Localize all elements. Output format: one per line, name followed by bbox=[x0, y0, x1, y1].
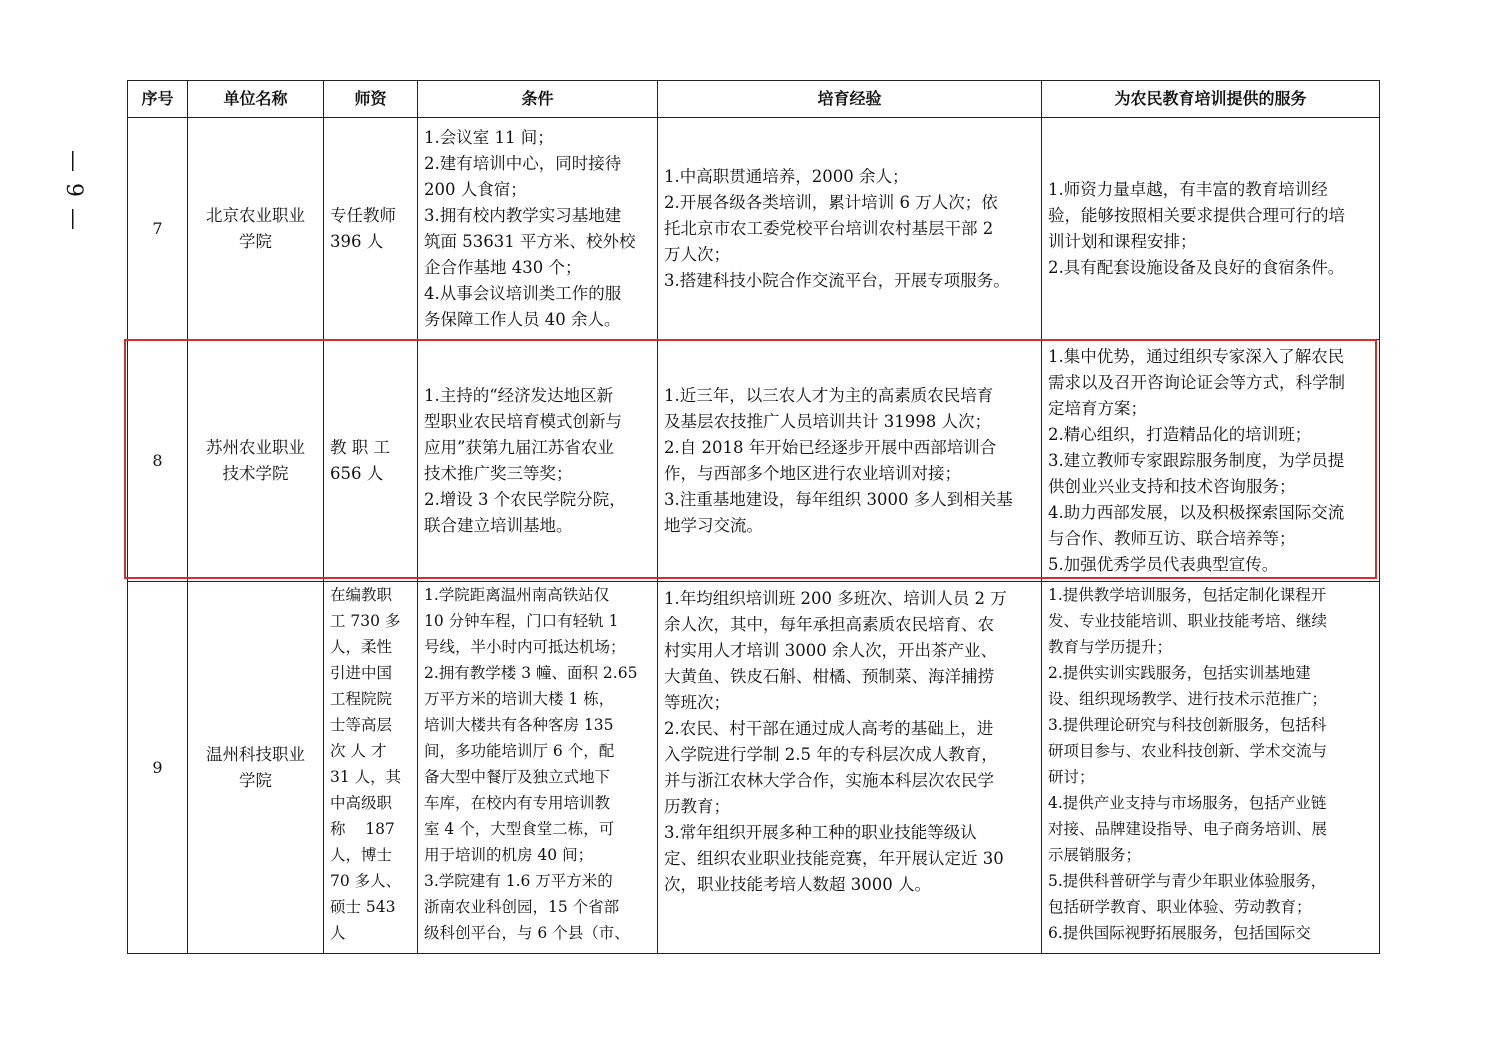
header-experience: 培育经验 bbox=[658, 81, 1042, 118]
faculty-line: 工 730 多 bbox=[330, 612, 401, 630]
services-line: 1.师资力量卓越，有丰富的教育培训经 bbox=[1048, 179, 1328, 199]
institution-table bbox=[127, 80, 1380, 954]
header-conditions: 条件 bbox=[418, 81, 658, 118]
row-conditions bbox=[418, 340, 658, 582]
faculty-line: 70 多人、 bbox=[330, 872, 402, 890]
faculty-line: 31 人，其 bbox=[330, 768, 402, 786]
services-line: 5.提供科普研学与青少年职业体验服务， bbox=[1048, 872, 1327, 890]
conditions-line: 备大型中餐厅及独立式地下 bbox=[424, 768, 611, 786]
experience-line: 及基层农技推广人员培训共计 31998 人次； bbox=[664, 411, 991, 431]
row-services bbox=[1042, 582, 1380, 954]
header-unit: 单位名称 bbox=[188, 81, 324, 118]
conditions-line: 用于培训的机房 40 间； bbox=[424, 846, 594, 864]
conditions-line: 3.学院建有 1.6 万平方米的 bbox=[424, 872, 613, 890]
experience-line: 次，职业技能考培人数超 3000 人。 bbox=[664, 875, 931, 894]
services-line: 2.提供实训实践服务，包括实训基地建 bbox=[1048, 664, 1311, 682]
faculty-line: 656 人 bbox=[330, 463, 384, 483]
row-unit bbox=[188, 340, 324, 582]
experience-line: 托北京市农工委党校平台培训农村基层干部 2 bbox=[664, 218, 994, 238]
table-row bbox=[128, 340, 1380, 582]
faculty-line: 396 人 bbox=[330, 231, 384, 251]
conditions-line: 车库，在校内有专用培训教 bbox=[424, 794, 611, 812]
conditions-line: 3.拥有校内教学实习基地建 bbox=[424, 205, 622, 225]
header-seq: 序号 bbox=[128, 81, 188, 118]
conditions-line: 1.学院距离温州南高铁站仅 bbox=[424, 586, 610, 604]
services-line: 2.精心组织，打造精品化的培训班； bbox=[1048, 424, 1312, 444]
services-line: 3.建立教师专家跟踪服务制度，为学员提 bbox=[1048, 450, 1345, 470]
header-faculty: 师资 bbox=[324, 81, 418, 118]
services-line: 供创业兴业支持和技术咨询服务； bbox=[1048, 476, 1296, 496]
conditions-line: 2.增设 3 个农民学院分院， bbox=[424, 489, 626, 509]
experience-line: 1.近三年，以三农人才为主的高素质农民培育 bbox=[664, 385, 994, 405]
services-line: 4.助力西部发展，以及积极探索国际交流 bbox=[1048, 502, 1345, 522]
experience-line: 历教育； bbox=[664, 797, 730, 816]
row-seq: 8 bbox=[128, 340, 188, 582]
conditions-line: 10 分钟车程，门口有轻轨 1 bbox=[424, 612, 619, 630]
table-row bbox=[128, 118, 1380, 340]
faculty-line: 工程院院 bbox=[330, 690, 393, 708]
services-line: 定培育方案； bbox=[1048, 398, 1147, 418]
services-line: 研项目参与、农业科技创新、学术交流与 bbox=[1048, 742, 1328, 760]
conditions-line: 2.建有培训中心，同时接待 bbox=[424, 153, 622, 173]
services-line: 5.加强优秀学员代表典型宣传。 bbox=[1048, 554, 1279, 574]
experience-line: 万人次； bbox=[664, 244, 730, 264]
experience-line: 大黄鱼、铁皮石斛、柑橘、预制菜、海洋捕捞 bbox=[664, 667, 994, 686]
faculty-line: 教 职 工 bbox=[330, 437, 390, 457]
row-unit bbox=[188, 582, 324, 954]
row-experience bbox=[658, 340, 1042, 582]
experience-line: 并与浙江农林大学合作，实施本科层次农民学 bbox=[664, 771, 994, 790]
faculty-line: 引进中国 bbox=[330, 664, 393, 682]
row-faculty bbox=[324, 582, 418, 954]
unit-line: 学院 bbox=[239, 770, 272, 790]
services-line: 教育与学历提升； bbox=[1048, 638, 1173, 656]
conditions-line: 2.拥有教学楼 3 幢、面积 2.65 bbox=[424, 664, 638, 682]
conditions-line: 万平方米的培训大楼 1 栋， bbox=[424, 690, 615, 708]
services-line: 3.提供理论研究与科技创新服务，包括科 bbox=[1048, 716, 1327, 734]
services-line: 发、专业技能培训、职业技能考培、继续 bbox=[1048, 612, 1328, 630]
experience-line: 2.自 2018 年开始已经逐步开展中西部培训合 bbox=[664, 437, 997, 457]
table-header-row bbox=[128, 81, 1380, 118]
experience-line: 1.中高职贯通培养，2000 余人； bbox=[664, 166, 909, 186]
conditions-line: 应用”获第九届江苏省农业 bbox=[424, 437, 614, 457]
conditions-line: 200 人食宿； bbox=[424, 179, 527, 199]
faculty-line: 硕士 543 bbox=[330, 898, 396, 916]
services-line: 研讨； bbox=[1048, 768, 1095, 786]
conditions-line: 号线，半小时内可抵达机场； bbox=[424, 638, 626, 656]
experience-line: 3.注重基地建设，每年组织 3000 多人到相关基 bbox=[664, 489, 1013, 509]
conditions-line: 级科创平台，与 6 个县（市、 bbox=[424, 924, 630, 942]
conditions-line: 技术推广奖三等奖； bbox=[424, 463, 573, 483]
experience-line: 村实用人才培训 3000 余人次，开出茶产业、 bbox=[664, 641, 997, 660]
unit-line: 苏州农业职业 bbox=[206, 437, 305, 457]
conditions-line: 筑面 53631 平方米、校外校 bbox=[424, 231, 636, 251]
experience-line: 地学习交流。 bbox=[664, 515, 763, 535]
experience-line: 定、组织农业职业技能竞赛，年开展认定近 30 bbox=[664, 849, 1004, 868]
faculty-line: 人，柔性 bbox=[330, 638, 393, 656]
conditions-line: 培训大楼共有各种客房 135 bbox=[424, 716, 614, 734]
row-seq: 9 bbox=[128, 582, 188, 954]
row-services bbox=[1042, 118, 1380, 340]
services-line: 训计划和课程安排； bbox=[1048, 231, 1197, 251]
faculty-line: 人 bbox=[330, 924, 346, 942]
services-line: 包括研学教育、职业体验、劳动教育； bbox=[1048, 898, 1312, 916]
faculty-line: 次 人 才 bbox=[330, 742, 387, 760]
row-unit bbox=[188, 118, 324, 340]
unit-line: 温州科技职业 bbox=[206, 744, 305, 764]
row-seq: 7 bbox=[128, 118, 188, 340]
conditions-line: 1.主持的“经济发达地区新 bbox=[424, 385, 614, 405]
conditions-line: 企合作基地 430 个； bbox=[424, 257, 582, 277]
conditions-line: 1.会议室 11 间； bbox=[424, 127, 554, 147]
conditions-line: 浙南农业科创园，15 个省部 bbox=[424, 898, 620, 916]
conditions-line: 联合建立培训基地。 bbox=[424, 515, 573, 535]
experience-line: 等班次； bbox=[664, 693, 730, 712]
services-line: 示展销服务； bbox=[1048, 846, 1142, 864]
row-experience bbox=[658, 118, 1042, 340]
services-line: 1.集中优势，通过组织专家深入了解农民 bbox=[1048, 346, 1345, 366]
services-line: 4.提供产业支持与市场服务，包括产业链 bbox=[1048, 794, 1327, 812]
services-line: 需求以及召开咨询论证会等方式，科学制 bbox=[1048, 372, 1345, 392]
conditions-line: 间，多功能培训厅 6 个，配 bbox=[424, 742, 615, 760]
experience-line: 3.搭建科技小院合作交流平台，开展专项服务。 bbox=[664, 270, 1010, 290]
conditions-line: 室 4 个，大型食堂二栋，可 bbox=[424, 820, 615, 838]
row-faculty bbox=[324, 340, 418, 582]
unit-line: 北京农业职业 bbox=[206, 205, 305, 225]
unit-line: 技术学院 bbox=[222, 463, 289, 483]
services-line: 1.提供教学培训服务，包括定制化课程开 bbox=[1048, 586, 1327, 604]
row-services bbox=[1042, 340, 1380, 582]
faculty-line: 在编教职 bbox=[330, 586, 393, 604]
row-experience bbox=[658, 582, 1042, 954]
conditions-line: 型职业农民培育模式创新与 bbox=[424, 411, 622, 431]
services-line: 设、组织现场教学、进行技术示范推广； bbox=[1048, 690, 1328, 708]
faculty-line: 中高级职 bbox=[330, 794, 393, 812]
table-row bbox=[128, 582, 1380, 954]
unit-line: 学院 bbox=[239, 231, 272, 251]
experience-line: 2.农民、村干部在通过成人高考的基础上，进 bbox=[664, 719, 994, 738]
faculty-line: 人，博士 bbox=[330, 846, 393, 864]
conditions-line: 4.从事会议培训类工作的服 bbox=[424, 283, 622, 303]
services-line: 对接、品牌建设指导、电子商务培训、展 bbox=[1048, 820, 1328, 838]
experience-line: 作，与西部多个地区进行农业培训对接； bbox=[664, 463, 961, 483]
experience-line: 2.开展各级各类培训，累计培训 6 万人次；依 bbox=[664, 192, 998, 212]
experience-line: 余人次，其中，每年承担高素质农民培育、农 bbox=[664, 615, 994, 634]
page-number: — 9 — bbox=[61, 150, 86, 232]
row-conditions bbox=[418, 118, 658, 340]
services-line: 验，能够按照相关要求提供合理可行的培 bbox=[1048, 205, 1345, 225]
experience-line: 入学院进行学制 2.5 年的专科层次成人教育， bbox=[664, 745, 998, 764]
experience-line: 1.年均组织培训班 200 多班次、培训人员 2 万 bbox=[664, 589, 1007, 608]
services-line: 2.具有配套设施设备及良好的食宿条件。 bbox=[1048, 257, 1345, 277]
services-line: 6.提供国际视野拓展服务，包括国际交 bbox=[1048, 924, 1311, 942]
faculty-line: 称 187 bbox=[330, 820, 395, 838]
header-services: 为农民教育培训提供的服务 bbox=[1042, 81, 1380, 118]
row-faculty bbox=[324, 118, 418, 340]
experience-line: 3.常年组织开展多种工种的职业技能等级认 bbox=[664, 823, 977, 842]
conditions-line: 务保障工作人员 40 余人。 bbox=[424, 309, 621, 329]
services-line: 与合作、教师互访、联合培养等； bbox=[1048, 528, 1296, 548]
row-conditions bbox=[418, 582, 658, 954]
faculty-line: 士等高层 bbox=[330, 716, 393, 734]
faculty-line: 专任教师 bbox=[330, 205, 396, 225]
